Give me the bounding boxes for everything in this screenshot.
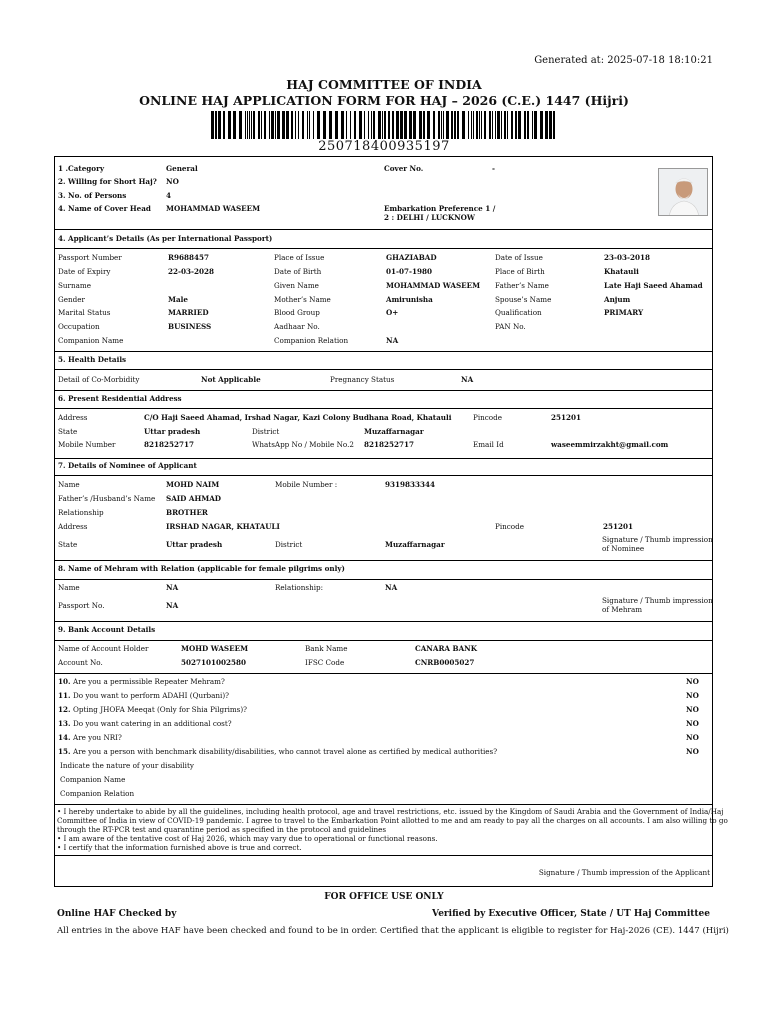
barcode-bar bbox=[323, 111, 326, 139]
barcode-bar bbox=[245, 111, 246, 139]
barcode-bar bbox=[419, 111, 422, 139]
barcode-bar bbox=[462, 111, 465, 139]
cover-head-label: 4. Name of Cover Head bbox=[58, 204, 151, 213]
address-value: C/O Haji Saeed Ahamad, Irshad Nagar, Kazi Colony Budhana Road, Khatauli bbox=[144, 413, 452, 422]
barcode-bar bbox=[261, 111, 262, 139]
nominee-father-label: Father’s /Husband’s Name bbox=[58, 494, 156, 503]
date-of-expiry-value: 22-03-2028 bbox=[168, 267, 214, 276]
nominee-mobile-value: 9319833344 bbox=[385, 480, 436, 489]
disability-companion-name-label: Companion Name bbox=[60, 775, 126, 784]
barcode-bar bbox=[282, 111, 285, 139]
district-value: Muzaffarnagar bbox=[364, 427, 424, 436]
nominee-relation-value: BROTHER bbox=[166, 508, 208, 517]
place-of-birth-value: Khatauli bbox=[604, 267, 639, 276]
nominee-signature-label-2: of Nominee bbox=[602, 544, 645, 553]
barcode-bar bbox=[524, 111, 526, 139]
question-answer: NO bbox=[686, 677, 699, 686]
generated-timestamp: Generated at: 2025-07-18 18:10:21 bbox=[534, 55, 713, 66]
barcode-bar bbox=[317, 111, 320, 139]
father-name-value: Late Haji Saeed Ahamad bbox=[604, 281, 703, 290]
barcode-bar bbox=[413, 111, 416, 139]
short-haj-value: NO bbox=[166, 177, 179, 186]
certification-statement: All entries in the above HAF have been checked and found to be in order. Certified that the applicant is eligible to register for Haj-2026 (CE). 1447 (Hijri) bbox=[57, 926, 729, 936]
barcode-bar bbox=[451, 111, 453, 139]
nominee-relation-label: Relationship bbox=[58, 508, 104, 517]
mehram-relation-label: Relationship: bbox=[275, 583, 324, 592]
barcode-bar bbox=[427, 111, 430, 139]
barcode-bar bbox=[476, 111, 478, 139]
barcode-bar bbox=[441, 111, 442, 139]
address-label: Address bbox=[58, 413, 88, 422]
barcode-bar bbox=[534, 111, 537, 139]
marital-status-value: MARRIED bbox=[168, 308, 209, 317]
place-of-birth-label: Place of Birth bbox=[495, 267, 545, 276]
barcode-bar bbox=[392, 111, 394, 139]
question-number: 10. bbox=[58, 677, 71, 686]
occupation-label: Occupation bbox=[58, 322, 100, 331]
nominee-father-value: SAID AHMAD bbox=[166, 494, 221, 503]
barcode-bar bbox=[364, 111, 365, 139]
state-value: Uttar pradesh bbox=[144, 427, 201, 436]
barcode-bar bbox=[492, 111, 493, 139]
form-title: ONLINE HAJ APPLICATION FORM FOR HAJ – 2026 (C.E.) 1447 (Hijri) bbox=[139, 93, 629, 108]
barcode-bar bbox=[271, 111, 274, 139]
question-answer: NO bbox=[686, 719, 699, 728]
application-form bbox=[54, 156, 728, 887]
account-holder-label: Name of Account Holder bbox=[58, 644, 149, 653]
question-text: Are you NRI? bbox=[73, 733, 122, 742]
nominee-state-label: State bbox=[58, 540, 78, 549]
barcode-bar bbox=[298, 111, 299, 139]
embarkation-label: Embarkation Preference 1 / bbox=[384, 204, 496, 213]
question-answer: NO bbox=[686, 747, 699, 756]
barcode-bar bbox=[341, 111, 344, 139]
comorbidity-label: Detail of Co-Morbidity bbox=[58, 375, 140, 384]
mobile-label: Mobile Number bbox=[58, 440, 116, 449]
barcode-bar bbox=[302, 111, 304, 139]
barcode-bar bbox=[359, 111, 362, 139]
place-of-issue-value: GHAZIABAD bbox=[386, 253, 437, 262]
barcode-bar bbox=[501, 111, 502, 139]
declaration-line: • I certify that the information furnished above is true and correct. bbox=[57, 843, 302, 852]
applicant-signature-label: Signature / Thumb impression of the Applicant bbox=[538, 868, 710, 877]
category-value: General bbox=[166, 164, 198, 173]
nominee-signature-label: Signature / Thumb impression bbox=[602, 535, 713, 544]
date-of-issue-value: 23-03-2018 bbox=[604, 253, 650, 262]
bank-name-value: CANARA BANK bbox=[415, 644, 477, 653]
question-number: 15. bbox=[58, 747, 71, 756]
barcode-bar bbox=[423, 111, 425, 139]
declaration-line: through the RT-PCR test and quarantine period as specified in the protocol and guidelines bbox=[57, 825, 387, 834]
barcode-bar bbox=[277, 111, 280, 139]
barcode-bar bbox=[484, 111, 486, 139]
nominee-state-value: Uttar pradesh bbox=[166, 540, 223, 549]
short-haj-label: 2. Willing for Short Haj? bbox=[58, 177, 157, 186]
barcode bbox=[211, 111, 557, 139]
embarkation-value: 2 : DELHI / LUCKNOW bbox=[384, 213, 476, 222]
barcode-bar bbox=[481, 111, 482, 139]
barcode-bar bbox=[228, 111, 231, 139]
question-text: Opting JHOFA Meeqat (Only for Shia Pilgrims)? bbox=[73, 705, 248, 714]
barcode-bar bbox=[329, 111, 332, 139]
account-no-label: Account No. bbox=[58, 658, 103, 667]
barcode-bar bbox=[247, 111, 248, 139]
spouse-name-value: Anjum bbox=[604, 295, 631, 304]
pincode-value: 251201 bbox=[551, 413, 582, 422]
barcode-bar bbox=[335, 111, 338, 139]
barcode-bar bbox=[239, 111, 242, 139]
companion-relation-value: NA bbox=[386, 336, 399, 345]
barcode-number: 250718400935197 bbox=[318, 139, 450, 154]
district-label: District bbox=[252, 427, 280, 436]
nominee-address-value: IRSHAD NAGAR, KHATAULI bbox=[166, 522, 280, 531]
section-health-title: 5. Health Details bbox=[58, 355, 127, 364]
barcode-bar bbox=[454, 111, 456, 139]
barcode-bar bbox=[433, 111, 435, 139]
barcode-bar bbox=[443, 111, 444, 139]
gender-label: Gender bbox=[58, 295, 85, 304]
declaration-line: • I hereby undertake to abide by all the guidelines, including health protocol, age and travel restrictions, etc. issued by the Kingdom of Saudi Arabia and the Government of India/Haj bbox=[57, 807, 724, 816]
mother-name-value: Amirunisha bbox=[386, 295, 433, 304]
question-number: 13. bbox=[58, 719, 71, 728]
date-of-birth-label: Date of Birth bbox=[274, 267, 322, 276]
verified-by-label: Verified by Executive Officer, State / UT Haj Committee bbox=[432, 909, 710, 919]
section-mehram-title: 8. Name of Mehram with Relation (applicable for female pilgrims only) bbox=[58, 564, 345, 573]
date-of-issue-label: Date of Issue bbox=[495, 253, 543, 262]
mehram-signature-label: Signature / Thumb impression bbox=[602, 596, 713, 605]
section-address-title: 6. Present Residential Address bbox=[58, 394, 182, 403]
barcode-bar bbox=[223, 111, 225, 139]
barcode-bar bbox=[264, 111, 266, 139]
barcode-bar bbox=[382, 111, 383, 139]
question-text: Do you want catering in an additional cost? bbox=[73, 719, 232, 728]
declaration-line: Committee of India in view of COVID-19 pandemic. I agree to travel to the Embarkation Point allotted to me and am ready to pay all the charges on all accounts. I am also willing to go bbox=[57, 816, 728, 825]
account-holder-value: MOHD WASEEM bbox=[181, 644, 249, 653]
barcode-bar bbox=[211, 111, 214, 139]
barcode-bar bbox=[404, 111, 407, 139]
nominee-pincode-value: 251201 bbox=[603, 522, 634, 531]
occupation-value: BUSINESS bbox=[168, 322, 212, 331]
question-text: Do you want to perform ADAHI (Qurbani)? bbox=[73, 691, 229, 700]
persons-value: 4 bbox=[166, 191, 172, 200]
ifsc-value: CNRB0005027 bbox=[415, 658, 475, 667]
section-applicant-title: 4. Applicant’s Details (As per International Passport) bbox=[58, 234, 273, 243]
barcode-bar bbox=[215, 111, 217, 139]
persons-label: 3. No. of Persons bbox=[58, 191, 127, 200]
question-number: 11. bbox=[58, 691, 71, 700]
applicant-photo bbox=[658, 168, 708, 216]
barcode-bar bbox=[471, 111, 472, 139]
barcode-bar bbox=[269, 111, 270, 139]
barcode-bar bbox=[504, 111, 506, 139]
gender-value: Male bbox=[168, 295, 188, 304]
barcode-bar bbox=[518, 111, 521, 139]
question-answer: NO bbox=[686, 733, 699, 742]
bank-name-label: Bank Name bbox=[305, 644, 348, 653]
barcode-bar bbox=[409, 111, 412, 139]
cover-no-value: - bbox=[492, 164, 495, 173]
nominee-mobile-label: Mobile Number : bbox=[275, 480, 338, 489]
question-number: 12. bbox=[58, 705, 71, 714]
disability-companion-relation-label: Companion Relation bbox=[60, 789, 135, 798]
given-name-label: Given Name bbox=[274, 281, 319, 290]
spouse-name-label: Spouse’s Name bbox=[495, 295, 552, 304]
nominee-address-label: Address bbox=[58, 522, 88, 531]
companion-relation-label: Companion Relation bbox=[274, 336, 349, 345]
barcode-bar bbox=[527, 111, 529, 139]
question-answer: NO bbox=[686, 691, 699, 700]
barcode-bar bbox=[346, 111, 347, 139]
mehram-name-label: Name bbox=[58, 583, 80, 592]
given-name-value: MOHAMMAD WASEEM bbox=[386, 281, 481, 290]
barcode-bar bbox=[313, 111, 314, 139]
account-no-value: 5027101002580 bbox=[181, 658, 247, 667]
barcode-bar bbox=[253, 111, 255, 139]
mehram-signature-label-2: of Mehram bbox=[602, 605, 643, 614]
category-label: 1 .Category bbox=[58, 164, 105, 173]
barcode-bar bbox=[549, 111, 552, 139]
barcode-bar bbox=[373, 111, 375, 139]
barcode-bar bbox=[497, 111, 500, 139]
barcode-bar bbox=[233, 111, 236, 139]
email-label: Email Id bbox=[473, 440, 504, 449]
barcode-bar bbox=[446, 111, 449, 139]
mehram-passport-label: Passport No. bbox=[58, 601, 105, 610]
barcode-bar bbox=[354, 111, 356, 139]
barcode-bar bbox=[309, 111, 310, 139]
barcode-bar bbox=[515, 111, 517, 139]
barcode-bar bbox=[368, 111, 369, 139]
cover-no-label: Cover No. bbox=[384, 164, 424, 173]
father-name-label: Father’s Name bbox=[495, 281, 549, 290]
checked-by-label: Online HAF Checked by bbox=[57, 909, 177, 919]
pincode-label: Pincode bbox=[473, 413, 502, 422]
question-answer: NO bbox=[686, 705, 699, 714]
surname-label: Surname bbox=[58, 281, 91, 290]
barcode-bar bbox=[532, 111, 533, 139]
barcode-bar bbox=[249, 111, 250, 139]
companion-name-label: Companion Name bbox=[58, 336, 124, 345]
barcode-bar bbox=[371, 111, 372, 139]
disability-nature-label: Indicate the nature of your disability bbox=[60, 761, 194, 770]
qualification-value: PRIMARY bbox=[604, 308, 644, 317]
marital-status-label: Marital Status bbox=[58, 308, 111, 317]
barcode-bar bbox=[438, 111, 440, 139]
passport-number-value: R9688457 bbox=[168, 253, 209, 262]
pregnancy-label: Pregnancy Status bbox=[330, 375, 395, 384]
barcode-bar bbox=[495, 111, 496, 139]
barcode-bar bbox=[378, 111, 381, 139]
section-nominee-title: 7. Details of Nominee of Applicant bbox=[58, 461, 197, 470]
nominee-pincode-label: Pincode bbox=[495, 522, 524, 531]
comorbidity-value: Not Applicable bbox=[201, 375, 261, 384]
barcode-bar bbox=[479, 111, 480, 139]
whatsapp-label: WhatsApp No / Mobile No.2 bbox=[252, 440, 354, 449]
barcode-bar bbox=[251, 111, 252, 139]
mobile-value: 8218252717 bbox=[144, 440, 195, 449]
blood-group-value: O+ bbox=[386, 308, 399, 317]
header-organization: HAJ COMMITTEE OF INDIA bbox=[286, 77, 482, 92]
barcode-bar bbox=[473, 111, 474, 139]
barcode-bar bbox=[275, 111, 276, 139]
barcode-bar bbox=[507, 111, 508, 139]
mehram-relation-value: NA bbox=[385, 583, 398, 592]
question-text: Are you a permissible Repeater Mehram? bbox=[73, 677, 225, 686]
declaration-line: • I am aware of the tentative cost of Haj 2026, which may vary due to operational or functional reasons. bbox=[57, 834, 438, 843]
office-use-title: FOR OFFICE USE ONLY bbox=[324, 892, 444, 902]
aadhaar-label: Aadhaar No. bbox=[274, 322, 320, 331]
barcode-bar bbox=[291, 111, 293, 139]
state-label: State bbox=[58, 427, 78, 436]
pregnancy-value: NA bbox=[461, 375, 474, 384]
barcode-bar bbox=[258, 111, 260, 139]
passport-number-label: Passport Number bbox=[58, 253, 122, 262]
qualification-label: Qualification bbox=[495, 308, 542, 317]
barcode-bar bbox=[553, 111, 555, 139]
email-value: waseemmirzakht@gmail.com bbox=[551, 440, 669, 449]
barcode-bar bbox=[307, 111, 308, 139]
barcode-bar bbox=[396, 111, 399, 139]
person-photo-icon bbox=[659, 169, 708, 216]
question-number: 14. bbox=[58, 733, 71, 742]
barcode-bar bbox=[350, 111, 351, 139]
place-of-issue-label: Place of Issue bbox=[274, 253, 325, 262]
nominee-district-label: District bbox=[275, 540, 303, 549]
barcode-bar bbox=[540, 111, 543, 139]
barcode-bar bbox=[400, 111, 403, 139]
cover-head-value: MOHAMMAD WASEEM bbox=[166, 204, 261, 213]
barcode-bar bbox=[511, 111, 513, 139]
nominee-district-value: Muzaffarnagar bbox=[385, 540, 445, 549]
mehram-name-value: NA bbox=[166, 583, 179, 592]
nominee-name-value: MOHD NAIM bbox=[166, 480, 220, 489]
nominee-name-label: Name bbox=[58, 480, 80, 489]
barcode-bar bbox=[218, 111, 221, 139]
question-text: Are you a person with benchmark disability/disabilities, who cannot travel alone as certified by medical authorities? bbox=[73, 747, 498, 756]
barcode-bar bbox=[457, 111, 459, 139]
mother-name-label: Mother’s Name bbox=[274, 295, 331, 304]
whatsapp-value: 8218252717 bbox=[364, 440, 415, 449]
date-of-expiry-label: Date of Expiry bbox=[58, 267, 111, 276]
barcode-bar bbox=[286, 111, 289, 139]
section-bank-title: 9. Bank Account Details bbox=[58, 625, 156, 634]
barcode-bar bbox=[545, 111, 548, 139]
date-of-birth-value: 01-07-1980 bbox=[386, 267, 432, 276]
blood-group-label: Blood Group bbox=[274, 308, 320, 317]
barcode-bar bbox=[384, 111, 386, 139]
barcode-bar bbox=[468, 111, 469, 139]
ifsc-label: IFSC Code bbox=[305, 658, 345, 667]
barcode-bar bbox=[295, 111, 296, 139]
pan-label: PAN No. bbox=[495, 322, 526, 331]
barcode-bar bbox=[388, 111, 390, 139]
mehram-passport-value: NA bbox=[166, 601, 179, 610]
barcode-bar bbox=[489, 111, 491, 139]
